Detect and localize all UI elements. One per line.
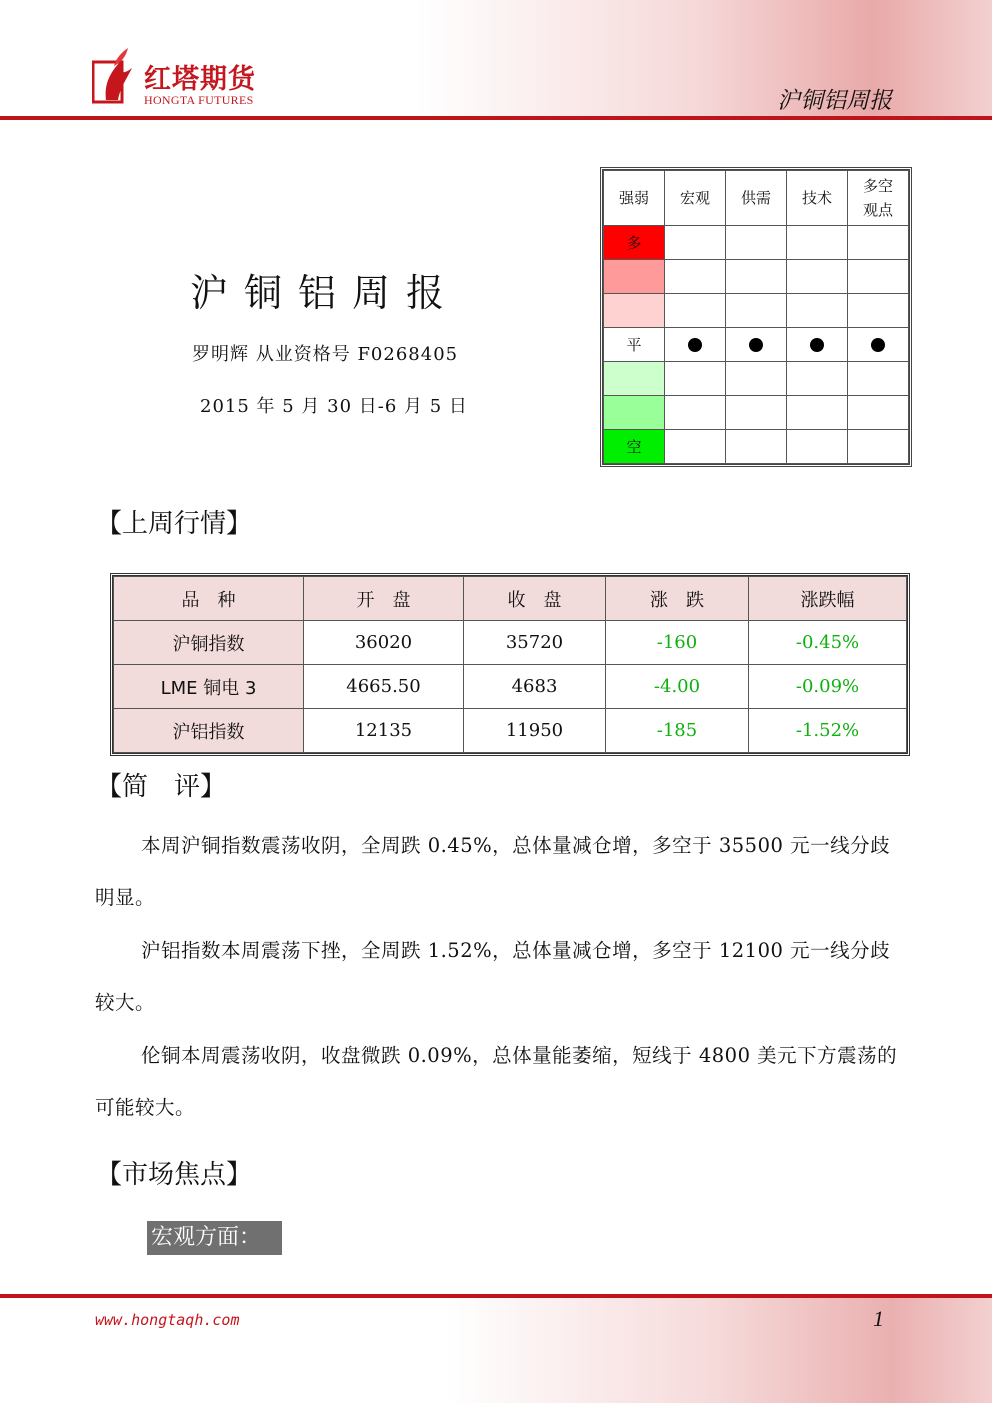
matrix-cell xyxy=(665,362,726,396)
matrix-cell xyxy=(726,328,787,362)
matrix-cell xyxy=(726,294,787,328)
black-dot-icon xyxy=(810,338,824,352)
matrix-cell xyxy=(665,226,726,260)
matrix-cell xyxy=(665,430,726,464)
col-header-open: 开 盘 xyxy=(304,577,464,621)
matrix-cell xyxy=(787,294,848,328)
matrix-cell xyxy=(787,226,848,260)
matrix-level-cell xyxy=(604,362,665,396)
matrix-header-macro: 宏观 xyxy=(665,171,726,226)
matrix-cell xyxy=(726,226,787,260)
matrix-level-cell xyxy=(604,260,665,294)
col-header-name: 品 种 xyxy=(114,577,304,621)
matrix-header-view-line1: 多空 xyxy=(862,177,893,195)
strength-matrix xyxy=(600,167,912,467)
comment-paragraph-2: 沪铝指数本周震荡下挫，全周跌 1.52%，总体量减仓增，多空于 12100 元一线分歧较大。 xyxy=(95,939,891,1014)
col-header-pct: 涨跌幅 xyxy=(749,577,907,621)
matrix-row xyxy=(604,396,909,430)
matrix-cell xyxy=(665,396,726,430)
cell-pct: -0.09% xyxy=(749,665,907,709)
black-dot-icon xyxy=(871,338,885,352)
comment-paragraph-1: 本周沪铜指数震荡收阴，全周跌 0.45%，总体量减仓增，多空于 35500 元一线分歧明显。 xyxy=(95,834,891,909)
quote-table-header-row xyxy=(114,577,907,621)
section-title-focus: 【市场焦点】 xyxy=(96,1160,253,1190)
matrix-cell xyxy=(787,362,848,396)
black-dot-icon xyxy=(688,338,702,352)
matrix-row xyxy=(604,226,909,260)
matrix-cell xyxy=(787,396,848,430)
table-row xyxy=(114,621,907,665)
matrix-header-view xyxy=(848,171,909,226)
matrix-cell xyxy=(726,396,787,430)
matrix-row xyxy=(604,362,909,396)
matrix-row xyxy=(604,430,909,464)
page-number: 1 xyxy=(873,1306,884,1331)
table-row xyxy=(114,709,907,753)
matrix-cell xyxy=(787,430,848,464)
section-title-comment: 【简 评】 xyxy=(96,772,227,802)
matrix-cell xyxy=(848,226,909,260)
matrix-row xyxy=(604,260,909,294)
comment-paragraph-3: 伦铜本周震荡收阴，收盘微跌 0.09%，总体量能萎缩，短线于 4800 美元下方震荡的可能较大。 xyxy=(95,1044,898,1119)
matrix-cell xyxy=(848,294,909,328)
matrix-cell xyxy=(665,328,726,362)
matrix-level-cell: 平 xyxy=(604,328,665,362)
logo-text-cn: 红塔期货 xyxy=(144,64,256,95)
matrix-header-tech: 技术 xyxy=(787,171,848,226)
macro-subtitle: 宏观方面： xyxy=(147,1221,282,1255)
cell-open: 12135 xyxy=(304,709,464,753)
cell-pct: -1.52% xyxy=(749,709,907,753)
matrix-level-cell xyxy=(604,396,665,430)
matrix-cell xyxy=(665,294,726,328)
matrix-header-view-line2: 观点 xyxy=(862,201,893,219)
logo-text-en: HONGTA FUTURES xyxy=(144,93,254,107)
cell-close: 4683 xyxy=(464,665,606,709)
cell-close: 11950 xyxy=(464,709,606,753)
matrix-cell xyxy=(726,430,787,464)
matrix-header-strength: 强弱 xyxy=(604,171,665,226)
cell-change: -160 xyxy=(606,621,749,665)
table-row xyxy=(114,665,907,709)
cell-close: 35720 xyxy=(464,621,606,665)
matrix-cell xyxy=(726,260,787,294)
matrix-cell xyxy=(787,328,848,362)
cell-name: 沪铜指数 xyxy=(114,621,304,665)
document-title: 沪铜铝周报 xyxy=(190,271,461,315)
hongta-logo-icon xyxy=(92,46,138,104)
header-report-title: 沪铜铝周报 xyxy=(777,88,892,114)
matrix-cell xyxy=(726,362,787,396)
matrix-level-cell: 空 xyxy=(604,430,665,464)
matrix-cell xyxy=(848,396,909,430)
section-title-market: 【上周行情】 xyxy=(96,509,253,539)
cell-change: -4.00 xyxy=(606,665,749,709)
matrix-cell xyxy=(848,328,909,362)
matrix-header-supply: 供需 xyxy=(726,171,787,226)
matrix-cell xyxy=(848,430,909,464)
matrix-cell xyxy=(848,260,909,294)
author-line: 罗明辉 从业资格号 F0268405 xyxy=(192,344,459,365)
matrix-cell xyxy=(665,260,726,294)
matrix-cell xyxy=(787,260,848,294)
quote-table xyxy=(110,573,910,756)
header-divider xyxy=(0,116,992,120)
matrix-row xyxy=(604,294,909,328)
col-header-change: 涨 跌 xyxy=(606,577,749,621)
cell-name: LME 铜电 3 xyxy=(114,665,304,709)
footer-website-link[interactable]: www.hongtaqh.com xyxy=(95,1311,240,1329)
black-dot-icon xyxy=(749,338,763,352)
col-header-close: 收 盘 xyxy=(464,577,606,621)
date-range: 2015 年 5 月 30 日-6 月 5 日 xyxy=(200,396,468,417)
cell-open: 36020 xyxy=(304,621,464,665)
matrix-level-cell: 多 xyxy=(604,226,665,260)
cell-pct: -0.45% xyxy=(749,621,907,665)
cell-name: 沪铝指数 xyxy=(114,709,304,753)
matrix-cell xyxy=(848,362,909,396)
cell-change: -185 xyxy=(606,709,749,753)
matrix-level-cell xyxy=(604,294,665,328)
matrix-row xyxy=(604,328,909,362)
cell-open: 4665.50 xyxy=(304,665,464,709)
